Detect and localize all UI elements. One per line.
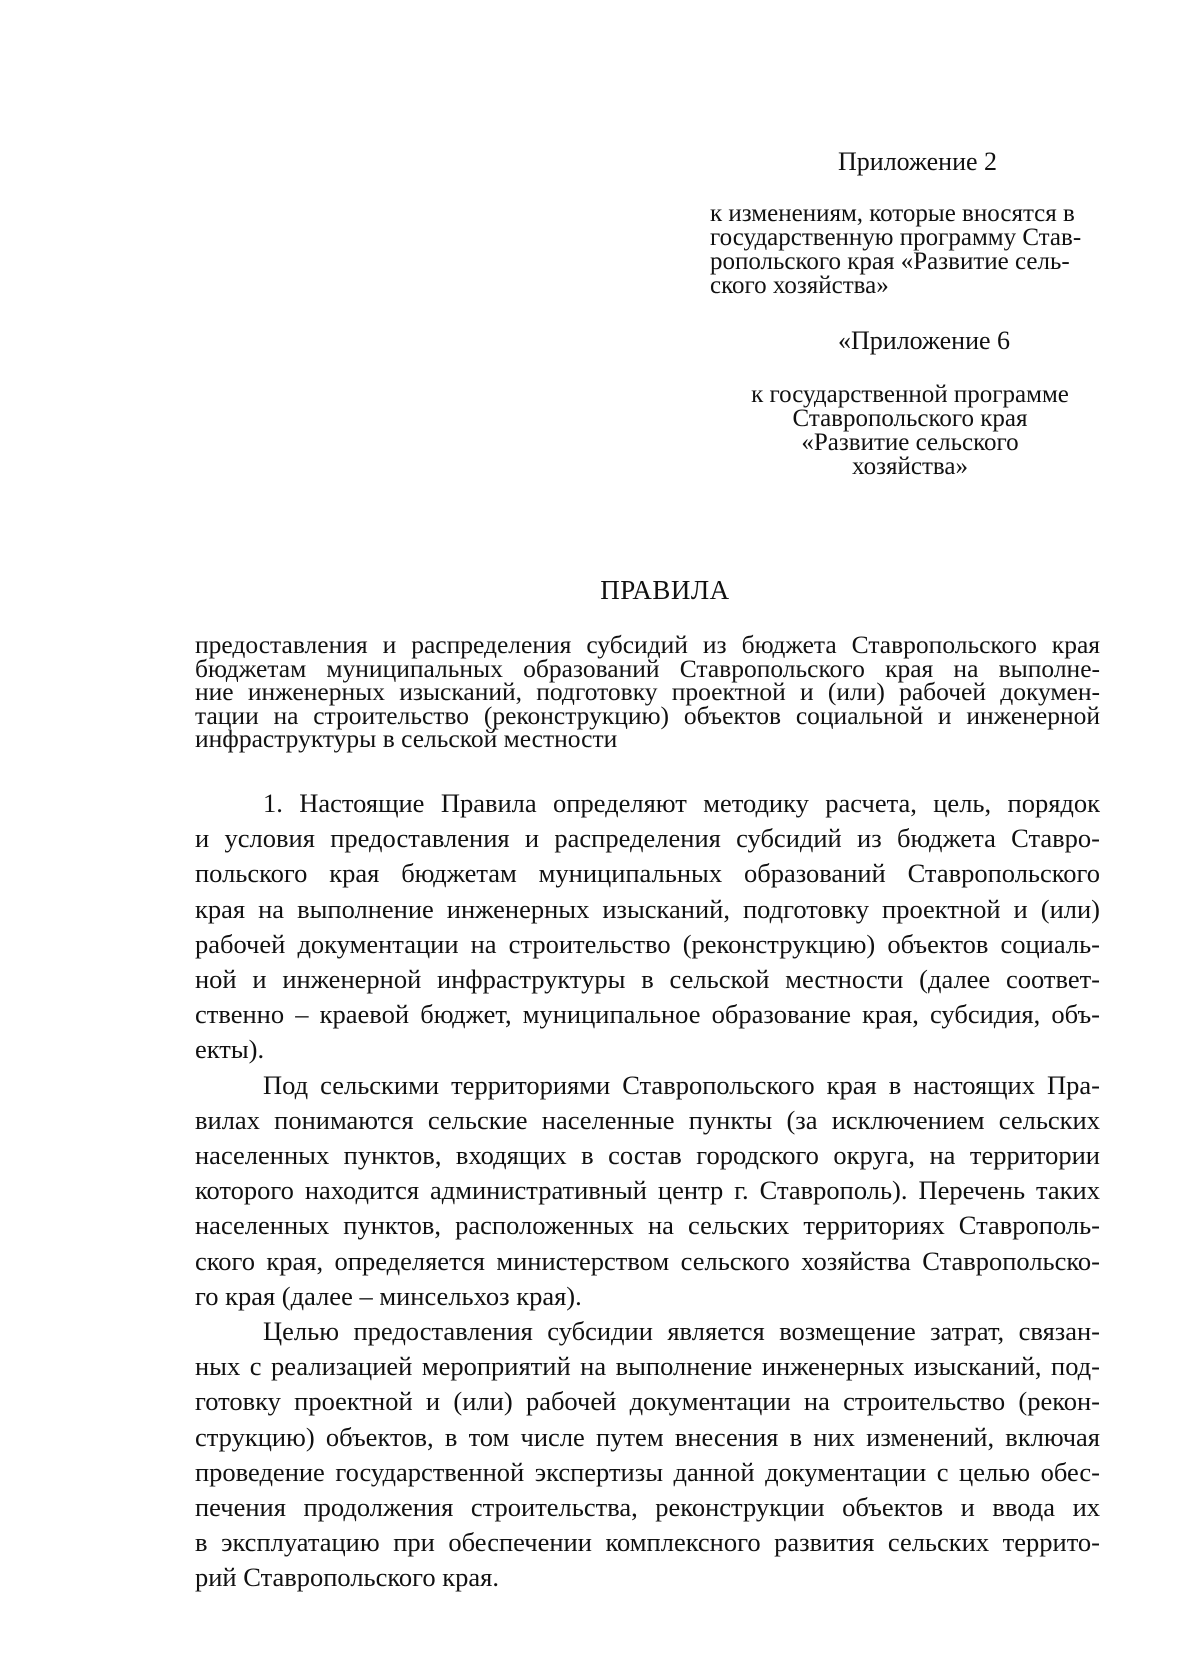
paragraph-line: проведение государственной экспертизы данной документации с целью обес- [195, 1456, 1100, 1487]
paragraph-line: Под сельскими территориями Ставропольского края в настоящих Пра- [263, 1069, 1100, 1100]
old-appendix-reference-line: «Развитие сельского [801, 429, 1019, 456]
paragraph-3 [195, 1314, 1100, 1596]
paragraph-line: которого находится административный центр г. Ставрополь). Перечень таких [195, 1175, 1100, 1206]
old-appendix-reference [720, 383, 1100, 479]
paragraph-line: ственно – краевой бюджет, муниципальное образование края, субсидия, объ- [195, 999, 1100, 1030]
appendix-reference [710, 202, 1100, 298]
appendix-reference-line: государственную программу Став- [710, 224, 1082, 251]
old-appendix-title: «Приложение 6 [838, 326, 1011, 355]
appendix-reference-line: ропольского края «Развитие сель- [710, 248, 1070, 275]
paragraph-line: струкцию) объектов, в том числе путем внесения в них изменений, включая [195, 1421, 1100, 1452]
rules-subtitle-line: предоставления и распределения субсидий из бюджета Ставропольского края [195, 630, 1100, 659]
appendix-reference-line: к изменениям, которые вносятся в [710, 200, 1075, 227]
paragraph-line: рий Ставропольского края. [195, 1562, 499, 1593]
appendix-title: Приложение 2 [838, 147, 998, 176]
paragraph-line: польского края бюджетам муниципальных образований Ставропольского [195, 858, 1100, 889]
rules-subtitle-line: тации на строительство (реконструкцию) объектов социальной и инженерной [195, 700, 1100, 730]
paragraph-line: екты). [195, 1034, 265, 1065]
old-appendix-reference-line: хозяйства» [852, 453, 968, 480]
rules-subtitle-line: инфраструктуры в сельской местности [195, 724, 618, 753]
paragraph-line: го края (далее – минсельхоз края). [195, 1280, 582, 1311]
paragraph-line: края на выполнение инженерных изысканий, подготовку проектной и (или) [195, 893, 1100, 924]
paragraph-line: ных с реализацией мероприятий на выполнение инженерных изысканий, под- [195, 1351, 1100, 1382]
paragraph-1 [195, 786, 1100, 1068]
paragraph-line: ского края, определяется министерством сельского хозяйства Ставропольско- [195, 1245, 1100, 1276]
paragraph-line: и условия предоставления и распределения субсидий из бюджета Ставро- [195, 823, 1100, 854]
paragraph-line: 1. Настоящие Правила определяют методику расчета, цель, порядок [263, 788, 1100, 818]
paragraph-line: населенных пунктов, расположенных на сельских территориях Ставрополь- [195, 1210, 1100, 1241]
paragraph-line: Целью предоставления субсидии является возмещение затрат, связан- [263, 1316, 1100, 1347]
rules-body [195, 786, 1100, 1596]
old-appendix-reference-line: к государственной программе [751, 381, 1069, 408]
paragraph-line: готовку проектной и (или) рабочей документации на строительство (рекон- [195, 1386, 1100, 1417]
paragraph-2 [195, 1068, 1100, 1314]
rules-subtitle-line: бюджетам муниципальных образований Ставропольского края на выполне- [195, 653, 1100, 683]
old-appendix-reference-line: Ставропольского края [792, 405, 1028, 432]
appendix-reference-line: ского хозяйства» [710, 272, 889, 299]
rules-subtitle-line: ние инженерных изысканий, подготовку проектной и (или) рабочей докумен- [195, 677, 1100, 706]
paragraph-line: печения продолжения строительства, реконструкции объектов и ввода их [195, 1492, 1100, 1523]
paragraph-line: в эксплуатацию при обеспечении комплексного развития сельских террито- [195, 1527, 1100, 1558]
paragraph-line: населенных пунктов, входящих в состав городского округа, на территории [195, 1140, 1100, 1171]
rules-subtitle [195, 630, 1100, 753]
paragraph-line: вилах понимаются сельские населенные пункты (за исключением сельских [195, 1104, 1100, 1135]
paragraph-line: рабочей документации на строительство (реконструкцию) объектов социаль- [195, 928, 1100, 959]
paragraph-line: ной и инженерной инфраструктуры в сельской местности (далее соответ- [195, 964, 1100, 995]
rules-title: ПРАВИЛА [600, 575, 730, 605]
